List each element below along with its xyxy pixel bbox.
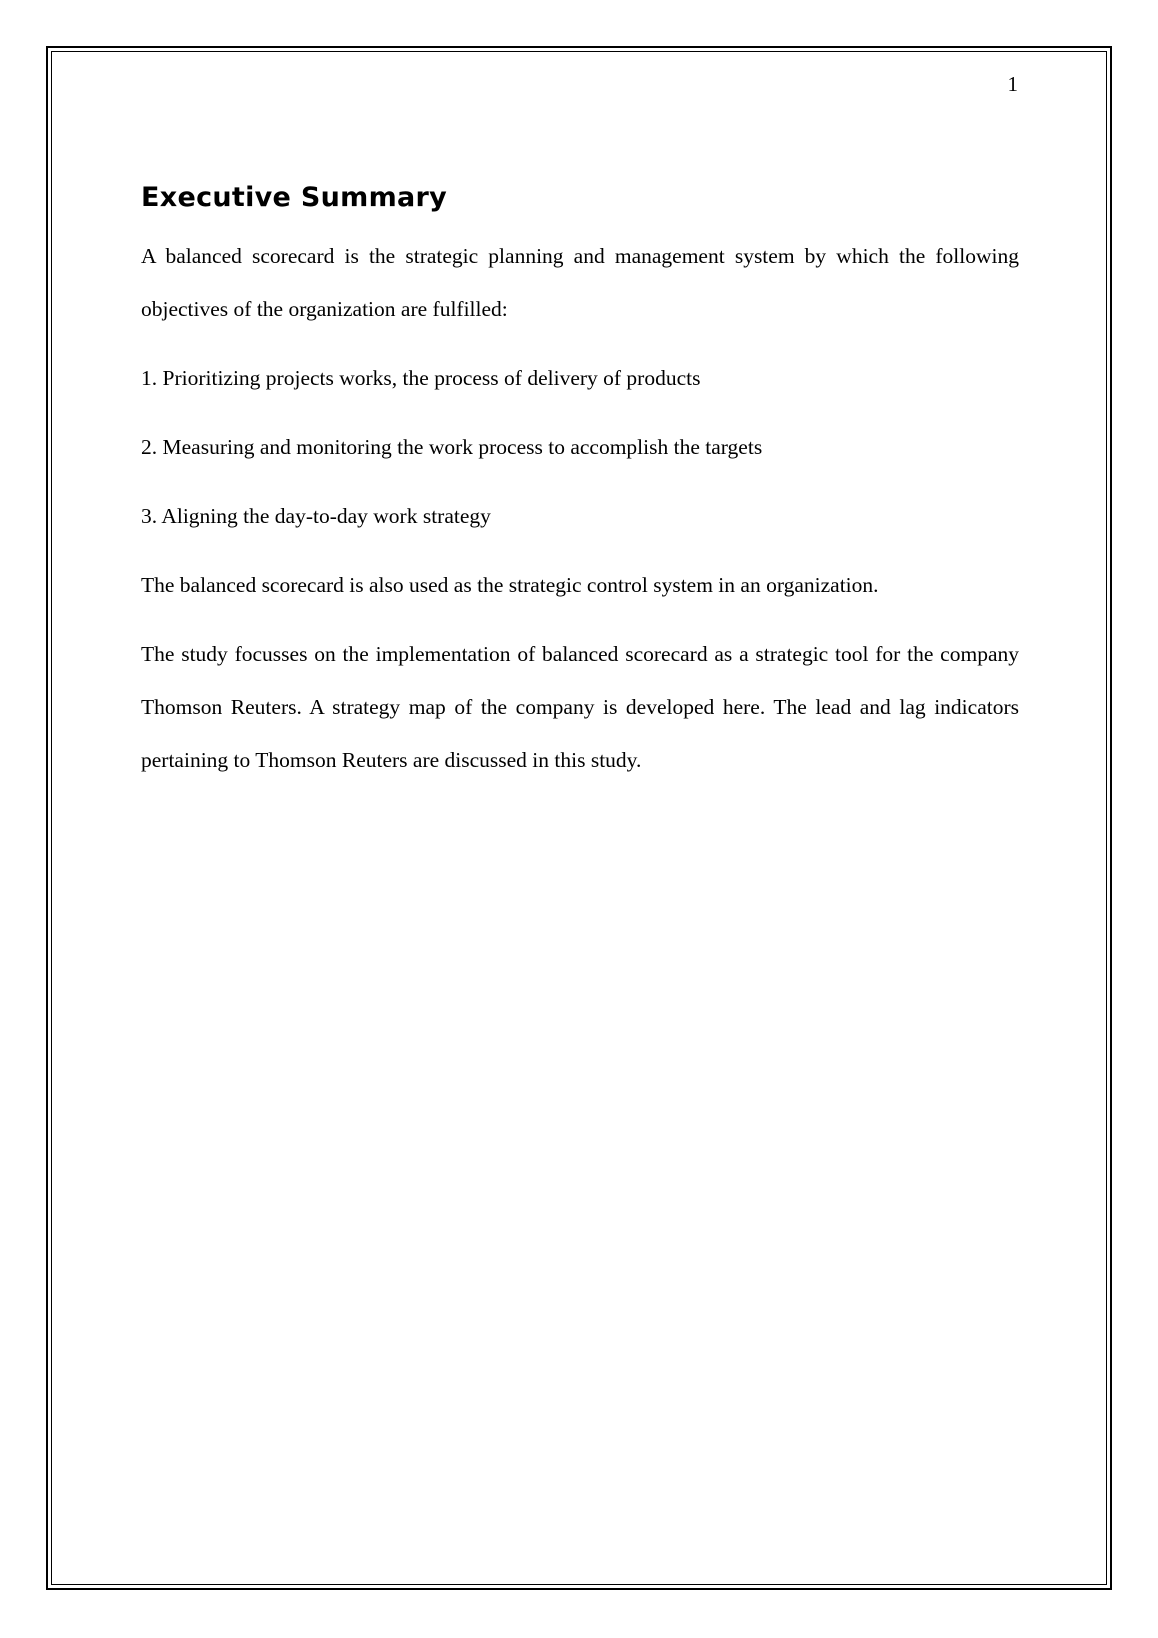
objective-item: 2. Measuring and monitoring the work process to accomplish the targets bbox=[141, 435, 763, 459]
control-system-paragraph: The balanced scorecard is also used as the strategic control system in an organization. bbox=[141, 573, 879, 597]
intro-paragraph: A balanced scorecard is the strategic planning and management system by which the following objectives of the organization are fulfilled: bbox=[141, 244, 1019, 321]
page-number: 1 bbox=[1007, 72, 1018, 96]
objective-item: 1. Prioritizing projects works, the process of delivery of products bbox=[141, 366, 701, 390]
objective-item: 3. Aligning the day-to-day work strategy bbox=[141, 504, 491, 528]
document-body bbox=[141, 180, 1019, 803]
section-heading: Executive Summary bbox=[141, 182, 448, 213]
study-paragraph: The study focusses on the implementation of balanced scorecard as a strategic tool for the company Thomson Reuters. A strategy map of the company is developed here. The lead and lag indicators pertaining to Thomson Reuters are discussed in this study. bbox=[141, 642, 1019, 772]
